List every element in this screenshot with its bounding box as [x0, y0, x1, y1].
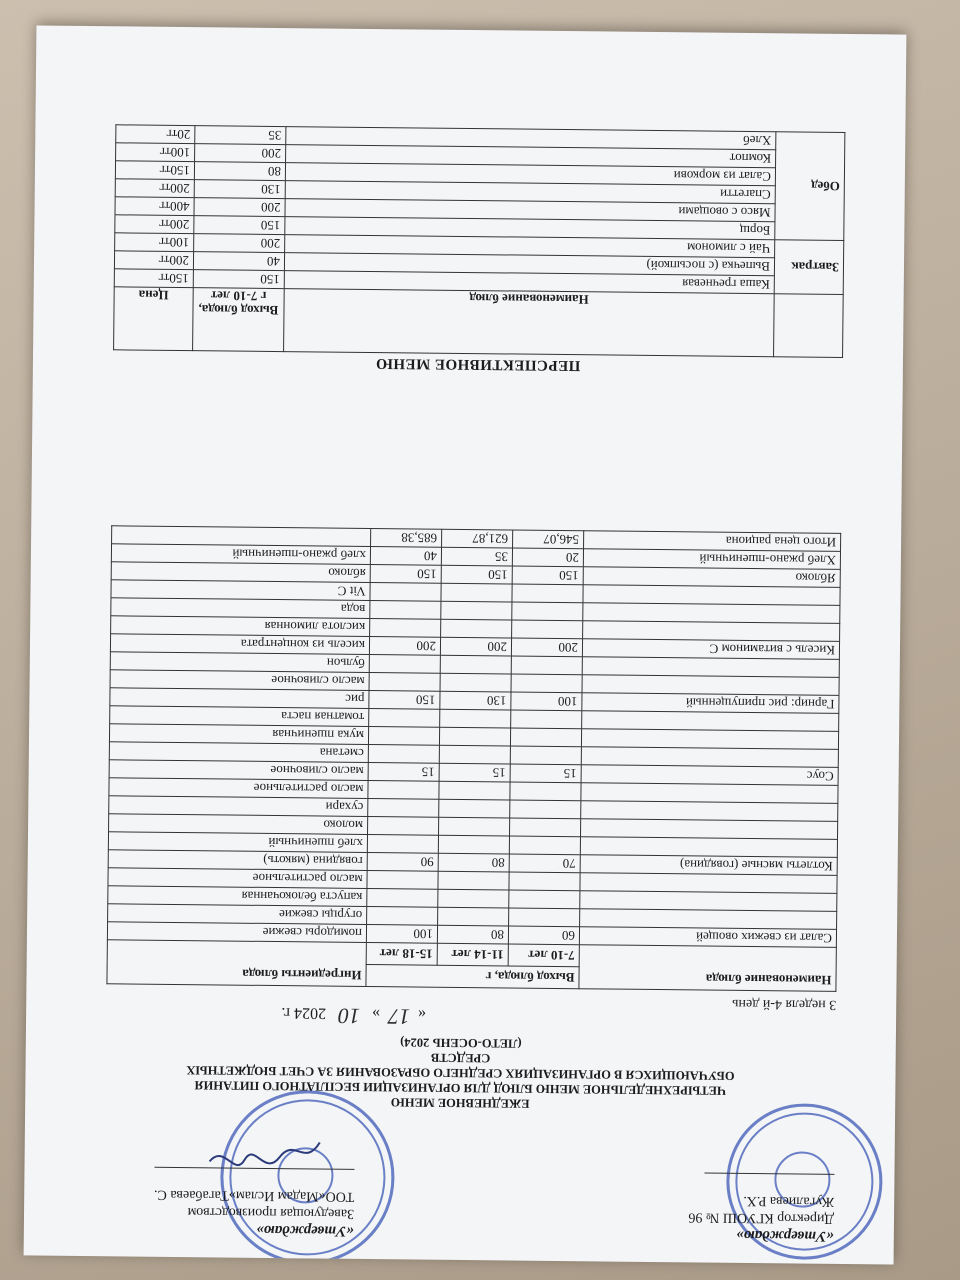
ingredient-cell: хлеб ржано-пшеничный [111, 544, 370, 565]
dish-cell: Выпечка (с посыпкой) [284, 253, 774, 276]
dish-cell: Салат из свежих овощей [579, 927, 836, 948]
approval-name: Жугалиева Р.Х. [743, 1192, 835, 1209]
yield-7-10-cell [511, 674, 582, 693]
yield-cell: 150 [193, 270, 284, 289]
dish-cell [581, 747, 838, 768]
col-name-header: Наименование блюд [284, 289, 775, 357]
yield-7-10-cell [511, 710, 582, 729]
col-yield-header: Выход блюда, г [366, 964, 579, 988]
price-cell: 400тг [115, 197, 194, 216]
yield-11-14-cell: 15 [439, 763, 510, 782]
ingredient-cell: масло сливочное [110, 670, 369, 691]
yield-15-18-cell [370, 619, 441, 638]
yield-7-10-cell [510, 782, 581, 801]
col-age-11-14: 11-14 лет [437, 943, 508, 966]
ingredient-cell: сметана [109, 742, 368, 763]
ingredient-cell: томатная паста [110, 706, 369, 727]
yield-7-10-cell [511, 656, 582, 675]
col-dish-header: Наименование блюда [579, 945, 836, 992]
price-cell: 100тг [115, 233, 194, 252]
menu-table-body [107, 526, 840, 948]
signature-line [704, 1173, 834, 1189]
lunch-meal-label: Обед [775, 132, 845, 241]
yield-11-14-cell [440, 709, 511, 728]
dish-cell: Хлеб ржано-пшеничный [583, 549, 840, 570]
yield-7-10-cell [510, 800, 581, 819]
dish-cell: Яблоко [583, 567, 840, 588]
yield-7-10-cell: 20 [512, 548, 583, 567]
yield-11-14-cell [438, 835, 509, 854]
dish-cell: Компот [286, 145, 776, 168]
yield-cell: 80 [194, 162, 285, 181]
yield-11-14-cell [439, 817, 510, 836]
yield-11-14-cell [440, 673, 511, 692]
price-cell: 20тг [116, 125, 195, 144]
ingredient-cell: хлеб пшеничный [108, 832, 367, 853]
dish-cell: Борщ [285, 217, 775, 240]
yield-11-14-cell [441, 583, 512, 602]
ingredient-cell: капуста белокочанная [108, 886, 367, 907]
yield-7-10-cell [510, 818, 581, 837]
perspective-menu-title: ПЕРСПЕКТИВНОЕ МЕНЮ [375, 355, 581, 374]
dish-cell: Итого цена рациона [584, 531, 841, 552]
price-cell: 150тг [115, 161, 194, 180]
ingredient-cell: кисель из концентрата [110, 634, 369, 655]
yield-15-18-cell: 90 [367, 852, 438, 871]
yield-7-10-cell: 200 [511, 638, 582, 657]
yield-11-14-cell [440, 655, 511, 674]
yield-7-10-cell [509, 890, 580, 909]
yield-7-10-cell [509, 872, 580, 891]
ingredient-cell: сухари [109, 796, 368, 817]
yield-7-10-cell: 70 [509, 854, 580, 873]
approval-block-production [154, 1167, 355, 1239]
yield-11-14-cell: 80 [438, 853, 509, 872]
yield-7-10-cell [510, 746, 581, 765]
ingredient-cell: рис [110, 688, 369, 709]
document-heading: ЕЖЕДНЕВНОЕ МЕНЮ ЧЕТЫРЕХНЕДЕЛЬНОЕ МЕНЮ БЛЮД ДЛЯ ОРГАНИЗАЦИИ БЕСПЛАТНОГО ПИТАНИЯ ОБУЧАЮЩИХСЯ В ОРГАНИЗАЦИЯХ СРЕДНЕГО ОБРАЗОВАНИЯ ЗА СЧЕТ БЮДЖЕТНЫХ СРЕДСТВ (ЛЕТО-ОСЕНЬ 2024) [186, 1035, 735, 1111]
dish-cell [580, 873, 837, 894]
yield-7-10-cell [510, 728, 581, 747]
dish-cell: Каша гречневая [284, 271, 774, 294]
yield-7-10-cell [509, 836, 580, 855]
dish-cell: Соус [581, 765, 838, 786]
dish-cell [582, 657, 839, 678]
yield-15-18-cell [368, 798, 439, 817]
dish-cell: Гарнир: рис припущенный [582, 693, 839, 714]
document-date: «17» 10 2024 г. [281, 1003, 427, 1030]
yield-15-18-cell [367, 906, 438, 925]
yield-7-10-cell: 60 [508, 926, 579, 945]
yield-15-18-cell [368, 726, 439, 745]
dish-cell [581, 801, 838, 822]
yield-7-10-cell [512, 620, 583, 639]
col-yield-header: Выход блюда, г 7-10 лет [193, 288, 285, 352]
yield-11-14-cell [441, 601, 512, 620]
dish-cell [581, 729, 838, 750]
yield-11-14-cell [439, 727, 510, 746]
dish-cell [580, 837, 837, 858]
perspective-table-body [114, 125, 845, 295]
yield-11-14-cell [438, 871, 509, 890]
yield-15-18-cell [368, 816, 439, 835]
yield-15-18-cell [367, 870, 438, 889]
approval-title: «Утверждаю» [256, 1221, 354, 1239]
handwritten-signature [204, 1131, 324, 1172]
yield-cell: 130 [194, 180, 285, 199]
dish-cell: Спагетти [285, 181, 775, 204]
price-cell: 200тг [114, 251, 193, 270]
col-age-15-18: 15-18 лет [366, 942, 437, 965]
date-year: 2024 г. [281, 1004, 327, 1022]
ingredient-cell: масло растительное [109, 778, 368, 799]
ingredient-cell: молоко [109, 814, 368, 835]
col-age-7-10: 7-10 лет [508, 944, 579, 967]
week-day-label: 3 неделя 4-й день [732, 995, 837, 1012]
dish-cell: Хлеб [286, 127, 776, 150]
yield-cell: 35 [195, 126, 286, 145]
yield-15-18-cell [368, 744, 439, 763]
col-meal-header [774, 294, 844, 358]
approval-title: «Утверждаю» [736, 1226, 834, 1244]
ingredient-cell: мука пшеничная [109, 724, 368, 745]
dish-cell [583, 603, 840, 624]
dish-cell: Мясо с овощами [285, 199, 775, 222]
dish-cell: Котлеты мясные (говядина) [580, 855, 837, 876]
ingredient-cell: бульон [110, 652, 369, 673]
ingredient-cell: говядина (мякоть) [108, 850, 367, 871]
yield-11-14-cell: 621,87 [442, 529, 513, 548]
dish-cell: Салат из моркови [285, 163, 775, 186]
yield-15-18-cell: 150 [370, 565, 441, 584]
yield-11-14-cell: 130 [440, 691, 511, 710]
yield-15-18-cell: 150 [369, 690, 440, 709]
yield-11-14-cell [438, 907, 509, 926]
ingredient-cell: помидоры свежие [107, 922, 366, 943]
yield-15-18-cell [369, 654, 440, 673]
approval-position: Заведующая производством [187, 1204, 355, 1221]
yield-7-10-cell [509, 908, 580, 927]
yield-7-10-cell [512, 602, 583, 621]
dish-cell [581, 783, 838, 804]
yield-cell: 200 [195, 144, 286, 163]
dish-cell: Кисель с витамином С [582, 639, 839, 660]
price-cell: 200тг [115, 215, 194, 234]
yield-11-14-cell: 200 [440, 637, 511, 656]
price-cell: 100тг [116, 143, 195, 162]
price-cell: 150тг [114, 269, 193, 288]
ingredient-cell: Vit C [111, 580, 370, 601]
dish-cell [580, 891, 837, 912]
menu-document [24, 25, 907, 1264]
yield-15-18-cell: 100 [366, 924, 437, 943]
dish-cell [580, 909, 837, 930]
yield-11-14-cell: 35 [441, 547, 512, 566]
yield-15-18-cell [369, 672, 440, 691]
yield-15-18-cell [369, 708, 440, 727]
col-ingredients-header: Ингредиенты блюда [107, 940, 366, 987]
col-price-header: Цена [114, 287, 194, 351]
ingredient-cell [112, 526, 371, 547]
yield-cell: 40 [193, 252, 284, 271]
yield-15-18-cell [367, 834, 438, 853]
yield-11-14-cell [438, 889, 509, 908]
date-day: 17 [387, 1004, 411, 1030]
yield-7-10-cell: 546,07 [513, 530, 584, 549]
yield-15-18-cell: 15 [368, 762, 439, 781]
dish-cell [582, 711, 839, 732]
ingredient-cell: вода [111, 598, 370, 619]
yield-11-14-cell [441, 619, 512, 638]
yield-15-18-cell: 200 [369, 637, 440, 656]
yield-15-18-cell: 685,38 [371, 529, 442, 548]
yield-11-14-cell [439, 781, 510, 800]
dish-cell [582, 675, 839, 696]
yield-7-10-cell: 100 [511, 692, 582, 711]
yield-cell: 200 [194, 234, 285, 253]
yield-15-18-cell [370, 583, 441, 602]
breakfast-meal-label: Завтрак [774, 240, 844, 295]
yield-7-10-cell: 15 [510, 764, 581, 783]
perspective-menu-table [113, 124, 845, 358]
yield-cell: 200 [194, 198, 285, 217]
dish-cell: Чай с лимоном [285, 235, 775, 258]
yield-15-18-cell: 40 [370, 547, 441, 566]
ingredient-cell: масло растительное [108, 868, 367, 889]
ingredient-cell: яблоко [111, 562, 370, 583]
approval-block-director [688, 1172, 834, 1244]
yield-11-14-cell [439, 745, 510, 764]
ingredient-cell: огурцы свежие [108, 904, 367, 925]
date-month: 10 [337, 1003, 361, 1029]
approval-position: Директор КГУОШ № 96 [688, 1209, 835, 1226]
daily-menu-table [106, 525, 841, 992]
yield-15-18-cell [368, 780, 439, 799]
approval-company: ТОО«Мадам Ислам»Тагабаева С. [153, 1186, 355, 1204]
yield-11-14-cell [439, 799, 510, 818]
ingredient-cell: кислота лимонная [111, 616, 370, 637]
yield-7-10-cell [512, 584, 583, 603]
yield-cell: 150 [194, 216, 285, 235]
yield-15-18-cell [370, 601, 441, 620]
dish-cell [583, 621, 840, 642]
dish-cell [580, 819, 837, 840]
ingredient-cell: масло сливочное [109, 760, 368, 781]
dish-cell [583, 585, 840, 606]
yield-7-10-cell: 150 [512, 566, 583, 585]
price-cell: 200тг [115, 179, 194, 198]
yield-11-14-cell: 80 [437, 925, 508, 944]
yield-15-18-cell [367, 888, 438, 907]
yield-11-14-cell: 150 [441, 565, 512, 584]
